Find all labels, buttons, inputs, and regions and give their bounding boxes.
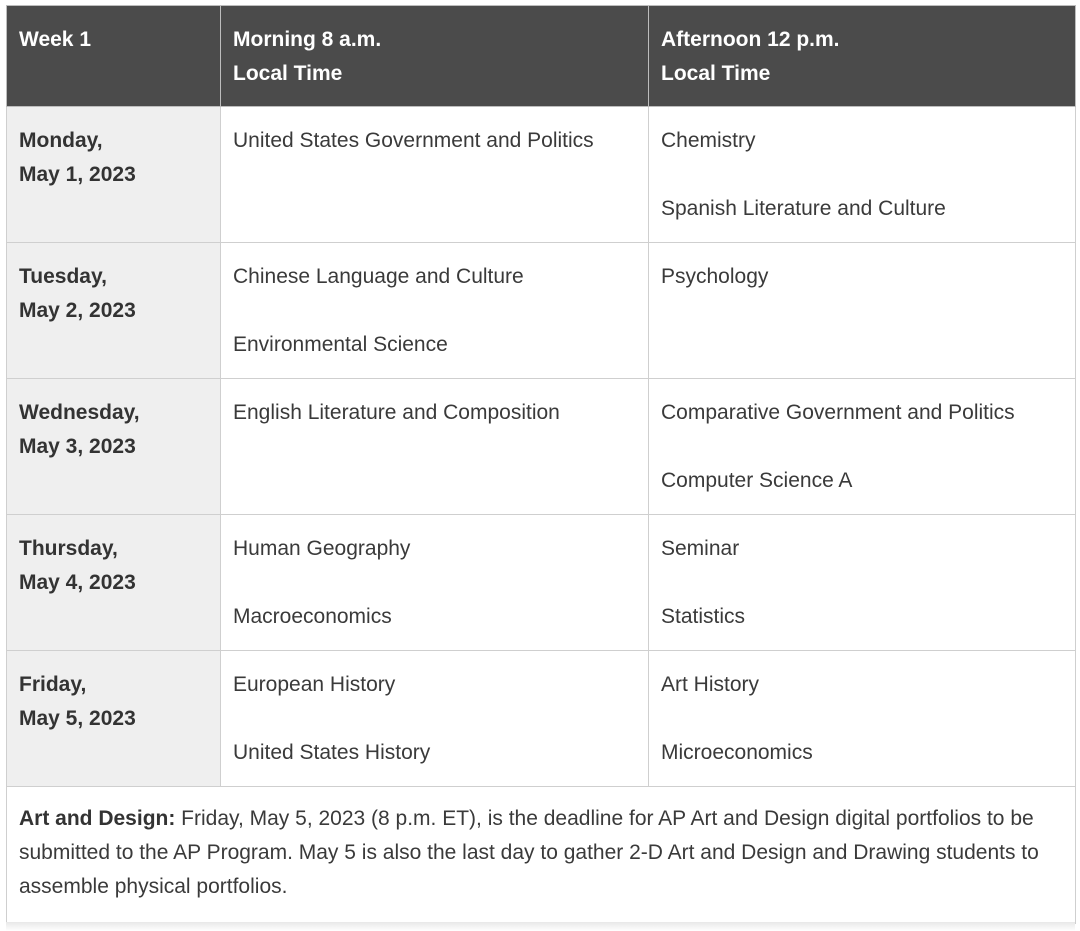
table-row: [7, 379, 1076, 515]
header-afternoon: [649, 6, 1076, 107]
header-week-label: Week 1: [19, 28, 91, 51]
day-cell: [7, 515, 221, 651]
day-date: May 2, 2023: [19, 299, 136, 322]
art-design-note: [7, 787, 1076, 924]
header-afternoon-line1: Afternoon 12 p.m.: [661, 28, 840, 51]
header-row: [7, 6, 1076, 107]
exam-schedule-table: [6, 5, 1076, 924]
exam-subject: Computer Science A: [661, 469, 853, 492]
schedule-table-container: [6, 5, 1075, 924]
morning-cell: [221, 243, 649, 379]
table-header: [7, 6, 1076, 107]
day-cell: [7, 379, 221, 515]
day-date: May 5, 2023: [19, 707, 136, 730]
day-name: Wednesday,: [19, 401, 140, 424]
note-text: Friday, May 5, 2023 (8 p.m. ET), is the deadline for AP Art and Design digital portfolios to be submitted to the AP Program. May 5 is also the last day to gather 2-D Art and Design and Drawing students to assemble physical portfolios.: [19, 807, 1039, 898]
day-name: Friday,: [19, 673, 87, 696]
afternoon-cell: [649, 379, 1076, 515]
day-cell: [7, 107, 221, 243]
morning-cell: [221, 107, 649, 243]
exam-subject: Comparative Government and Politics: [661, 401, 1015, 424]
header-morning-line1: Morning 8 a.m.: [233, 28, 382, 51]
table-row: [7, 651, 1076, 787]
table-row: [7, 107, 1076, 243]
header-morning-line2: Local Time: [233, 62, 343, 85]
exam-subject: Environmental Science: [233, 333, 448, 356]
morning-cell: [221, 515, 649, 651]
day-name: Thursday,: [19, 537, 118, 560]
table-bottom-shadow: [6, 922, 1075, 931]
morning-cell: [221, 379, 649, 515]
exam-subject: European History: [233, 673, 396, 696]
exam-subject: United States History: [233, 741, 431, 764]
day-cell: [7, 243, 221, 379]
note-label: Art and Design:: [19, 807, 176, 830]
exam-subject: Chinese Language and Culture: [233, 265, 524, 288]
exam-subject: Spanish Literature and Culture: [661, 197, 946, 220]
table-row: [7, 243, 1076, 379]
day-date: May 4, 2023: [19, 571, 136, 594]
exam-subject: Human Geography: [233, 537, 411, 560]
table-row: [7, 515, 1076, 651]
day-cell: [7, 651, 221, 787]
header-afternoon-line2: Local Time: [661, 62, 771, 85]
afternoon-cell: [649, 243, 1076, 379]
table-body: [7, 107, 1076, 787]
morning-cell: [221, 651, 649, 787]
header-week: [7, 6, 221, 107]
afternoon-cell: [649, 107, 1076, 243]
day-date: May 3, 2023: [19, 435, 136, 458]
header-morning: [221, 6, 649, 107]
exam-subject: English Literature and Composition: [233, 401, 560, 424]
exam-subject: Psychology: [661, 265, 769, 288]
day-date: May 1, 2023: [19, 163, 136, 186]
day-name: Tuesday,: [19, 265, 107, 288]
table-footer: [7, 787, 1076, 924]
afternoon-cell: [649, 515, 1076, 651]
exam-subject: Art History: [661, 673, 760, 696]
exam-subject: United States Government and Politics: [233, 129, 594, 152]
afternoon-cell: [649, 651, 1076, 787]
exam-subject: Macroeconomics: [233, 605, 392, 628]
exam-subject: Microeconomics: [661, 741, 813, 764]
exam-subject: Statistics: [661, 605, 746, 628]
footer-row: [7, 787, 1076, 924]
exam-subject: Chemistry: [661, 129, 756, 152]
day-name: Monday,: [19, 129, 103, 152]
exam-subject: Seminar: [661, 537, 740, 560]
